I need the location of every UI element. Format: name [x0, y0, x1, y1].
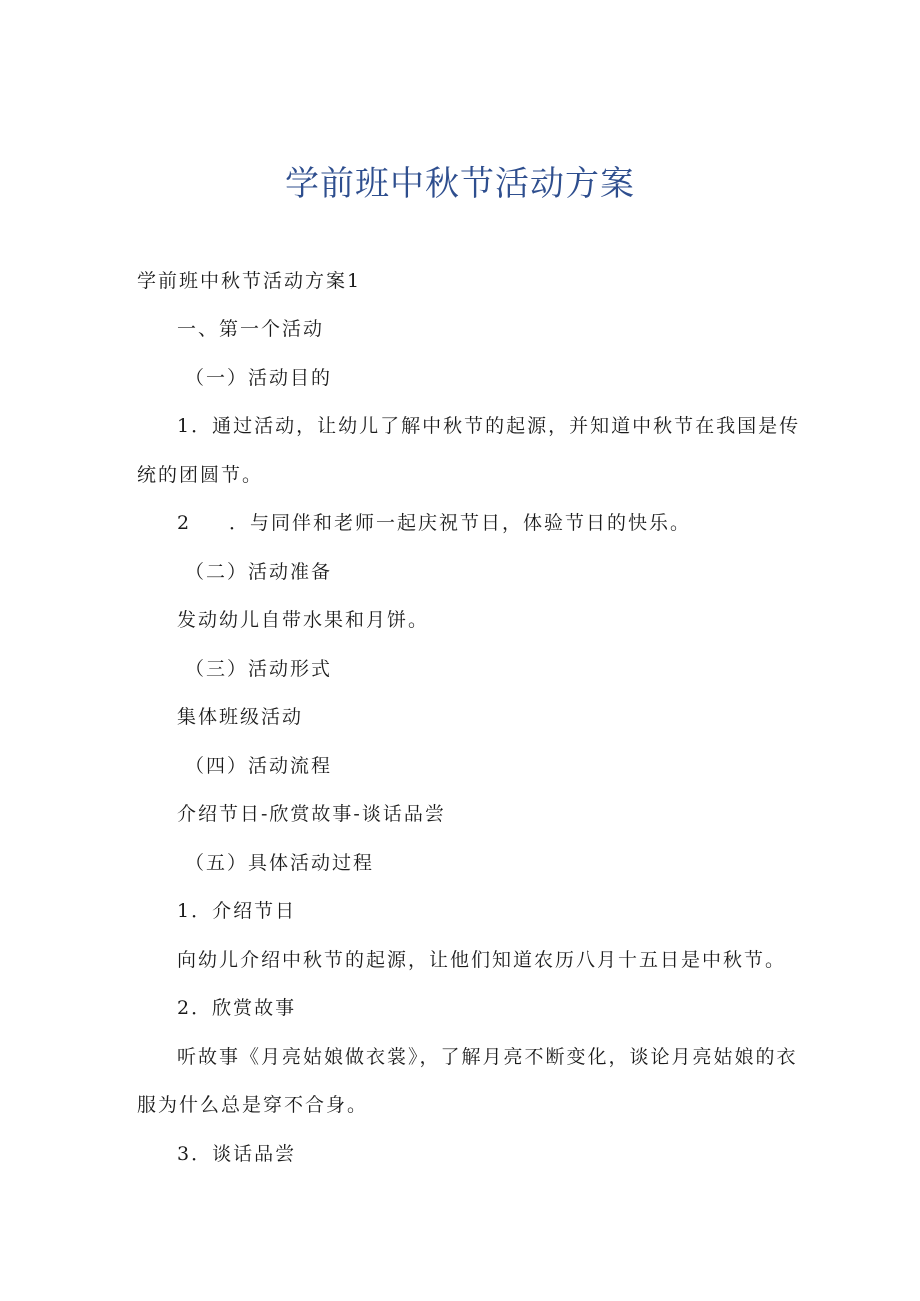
paragraph-line: [177, 510, 691, 536]
subsection-heading: （五）具体活动过程: [185, 852, 375, 874]
list-text: ．与同伴和老师一起庆祝节日，体验节日的快乐。: [229, 512, 692, 534]
list-item-heading: 2．欣赏故事: [177, 997, 297, 1019]
section-heading: 学前班中秋节活动方案1: [137, 270, 362, 292]
paragraph-line: 介绍节日-欣赏故事-谈话品尝: [177, 803, 446, 825]
paragraph-line: 向幼儿介绍中秋节的起源，让他们知道农历八月十五日是中秋节。: [177, 949, 787, 971]
list-item-heading: 3．谈话品尝: [177, 1143, 297, 1165]
document-title: 学前班中秋节活动方案: [285, 164, 635, 204]
paragraph-line: 统的团圆节。: [137, 464, 264, 486]
paragraph-line: 1．通过活动，让幼儿了解中秋节的起源，并知道中秋节在我国是传: [177, 415, 801, 437]
list-number: 2: [177, 512, 192, 534]
paragraph-line: 听故事《月亮姑娘做衣裳》，了解月亮不断变化，谈论月亮姑娘的衣: [177, 1046, 798, 1068]
paragraph-line: 服为什么总是穿不合身。: [137, 1094, 369, 1116]
list-item-heading: 1．介绍节日: [177, 900, 297, 922]
activity-heading: 一、第一个活动: [177, 318, 325, 340]
subsection-heading: （三）活动形式: [185, 658, 333, 680]
subsection-heading: （二）活动准备: [185, 561, 333, 583]
subsection-heading: （四）活动流程: [185, 755, 333, 777]
paragraph-line: 集体班级活动: [177, 706, 304, 728]
paragraph-line: 发动幼儿自带水果和月饼。: [177, 609, 430, 631]
subsection-heading: （一）活动目的: [185, 367, 333, 389]
